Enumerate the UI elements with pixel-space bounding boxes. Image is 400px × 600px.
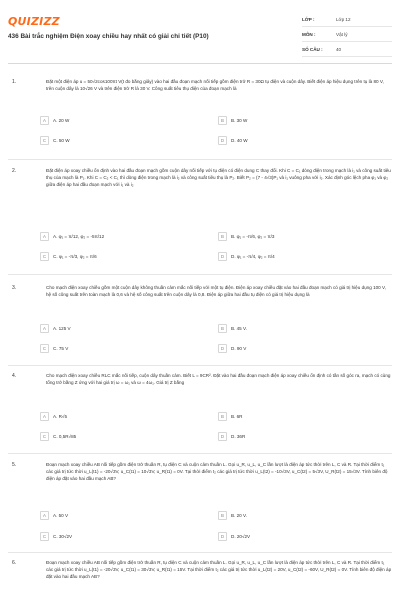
option-b[interactable] [218, 115, 386, 125]
question-text: Cho mạch điện xoay chiều gồm một cuộn dây không thuần cảm mắc nối tiếp với một tụ điện. Điện áp xoay chiều đặt vào hai đầu đoạn mạch có giá trị hiệu dụng 100 V, hệ số công suất trên toàn mạch là 0,6 và hệ số công suất trên cuộn dây là 0,8. Điện áp giữa hai đầu tụ điện có giá trị hiệu dụng là [46, 285, 386, 297]
option-letter: B [218, 116, 227, 125]
question-number: 5. [12, 462, 17, 468]
meta-label: SỐ CÂU : [302, 46, 323, 52]
option-d[interactable] [218, 531, 386, 541]
option-text: B. φ₁ = -π/6, φ₂ = π/3 [231, 233, 275, 239]
option-d[interactable] [218, 431, 386, 441]
option-text: B. 30 W [231, 117, 248, 123]
option-text: D. φ₁ = -π/4, φ₂ = π/4 [231, 253, 275, 259]
option-letter: C [40, 344, 49, 353]
option-letter: D [218, 136, 227, 145]
option-letter: D [218, 252, 227, 261]
option-letter: A [40, 116, 49, 125]
option-letter: B [218, 511, 227, 520]
meta-info [302, 12, 392, 57]
meta-label: MÔN : [302, 31, 316, 37]
option-letter: D [218, 432, 227, 441]
option-d[interactable] [218, 251, 386, 261]
meta-label: LỚP : [302, 16, 315, 22]
question-text: Đoạn mạch xoay chiều AB nối tiếp gồm điện trở thuần R, tụ điện C và cuộn cảm thuần L. Gọi u_R, u_L, u_C lần lượt là điện áp tức thời trên L, C và R. Tại thời điểm t₁ các giá trị tức thời u_L(t1) = -20√3V, u_C(t1) = 30√3V, u_R(t1) = 15V. Tại thời điểm t₂ các giá trị tức thời u_L(t2) = 20V, u_C(t2) = -60V, U_R(t2) = 0V. Tính biên độ điện áp đặt vào hai đầu mạch AB? [46, 560, 392, 579]
option-letter: B [218, 232, 227, 241]
meta-value: Lớp 12 [336, 16, 351, 22]
option-letter: C [40, 532, 49, 541]
option-a[interactable] [40, 411, 208, 421]
option-c[interactable] [40, 431, 208, 441]
question-divider [8, 365, 392, 366]
question-text: Đặt một điện áp u = 50√2cos100πt V(t đo bằng giây) vào hai đầu đoạn mạch nối tiếp gồm điện trở R = 30Ω tụ điện và cuộn dây. Biết điện áp hiệu dụng trên tụ là 80 V, trên cuộn dây là 10√26 V và trên điện trở R là 30 V. Công suất tiêu thụ điện của đoạn mạch là [46, 79, 384, 91]
question-text: Cho mạch điện xoay chiều RLC mắc nối tiếp, cuộn dây thuần cảm. Biết L = 9CR². Đặt vào hai đầu đoạn mạch điện áp xoay chiều ổn định có tần số góc ra, mạch có cùng tổng trở bằng Z ứng với hai giá trị ω = ω₁ và ω = 4ω₁. Giá trị Z bằng [46, 373, 391, 385]
question-number: 1. [12, 79, 17, 85]
option-b[interactable] [218, 411, 386, 421]
question-divider [8, 159, 392, 160]
option-text: D. 20√2V [231, 533, 251, 539]
question-number: 4. [12, 373, 17, 379]
question-number: 2. [12, 168, 17, 174]
option-letter: C [40, 136, 49, 145]
option-letter: B [218, 412, 227, 421]
option-text: B. 6R [231, 413, 243, 419]
option-text: C. 50 W [53, 137, 70, 143]
option-b[interactable] [218, 231, 386, 241]
option-d[interactable] [218, 135, 386, 145]
meta-value: Vật lý [336, 31, 348, 37]
option-text: A. φ₁ = π/12, φ₂ = -5π/12 [53, 233, 105, 239]
option-text: C. 75 V [53, 345, 69, 351]
option-c[interactable] [40, 251, 208, 261]
option-text: A. 50 V [53, 512, 69, 518]
option-a[interactable] [40, 323, 208, 333]
meta-row-class [302, 12, 392, 27]
question-divider [8, 552, 392, 553]
option-c[interactable] [40, 343, 208, 353]
option-b[interactable] [218, 323, 386, 333]
option-text: B. 45 V. [231, 325, 247, 331]
meta-value: 40 [336, 46, 342, 52]
option-text: D. 40 W [231, 137, 248, 143]
option-text: D. 90 V [231, 345, 247, 351]
option-text: C. 0,5R√85 [53, 433, 77, 439]
option-d[interactable] [218, 343, 386, 353]
question-text: Đoạn mạch xoay chiều AB nối tiếp gồm điện trở thuần R, tụ điện C và cuộn cảm thuần L. Gọi u_R, u_L, u_C lần lượt là điện áp tức thời trên L, C và R. Tại thời điểm t₁ các giá trị tức thời u_L(t1) = -20√3V, u_C(t1) = 10√3V, u_R(t1) = 0V. Tại thời điểm t₂ các giá trị tức thời u_L(t2) = -10√3V, u_C(t2) = 5√3V, U_R(t2) = 15√3V. Tính biên độ điện áp đặt vào hai đầu mạch AB? [46, 462, 388, 481]
option-text: C. 30√2V [53, 533, 73, 539]
option-letter: B [218, 324, 227, 333]
option-letter: A [40, 511, 49, 520]
option-a[interactable] [40, 115, 208, 125]
option-text: D. 36R [231, 433, 246, 439]
option-a[interactable] [40, 510, 208, 520]
option-b[interactable] [218, 510, 386, 520]
option-letter: A [40, 412, 49, 421]
option-text: B. 20 V. [231, 512, 247, 518]
option-letter: D [218, 532, 227, 541]
option-letter: D [218, 344, 227, 353]
option-letter: C [40, 432, 49, 441]
option-text: A. 20 W [53, 117, 70, 123]
option-letter: A [40, 324, 49, 333]
question-number: 3. [12, 285, 17, 291]
question-divider [8, 274, 392, 275]
option-text: C. φ₁ = -π/3, φ₂ = π/6 [53, 253, 97, 259]
question-text: Đặt điện áp xoay chiều ổn định vào hai đầu đoạn mạch gồm cuộn dây nối tiếp với tụ điện có điện dung C thay đổi. Khi C = C₁ dòng điện trong mạch là i₁ và công suất tiêu thụ của mạch là P₁. Khi C = C₂ < C₁ thì dòng điện trong mạch là i₂ và công suất tiêu thụ là P₂. Biết P₂ = (7 - 4√3)P₁ và i₁ vuông pha với i₂. Xác định góc lệch pha φ₁ và φ₂ giữa điện áp hai đầu đoạn mạch với i₁ và i₂ [46, 168, 391, 187]
option-c[interactable] [40, 135, 208, 145]
quizizz-logo: QUIZIZZ [8, 15, 60, 28]
option-text: A. 125 V [53, 325, 71, 331]
option-letter: C [40, 252, 49, 261]
option-text: A. R√5 [53, 413, 68, 419]
document-title: 436 Bài trắc nghiệm Điện xoay chiều hay nhất có giải chi tiết (P10) [8, 33, 209, 40]
meta-row-subject [302, 27, 392, 42]
header-divider [8, 63, 392, 64]
option-letter: A [40, 232, 49, 241]
question-divider [8, 453, 392, 454]
question-number: 6. [12, 560, 17, 566]
option-a[interactable] [40, 231, 208, 241]
option-c[interactable] [40, 531, 208, 541]
meta-row-count [302, 42, 392, 57]
